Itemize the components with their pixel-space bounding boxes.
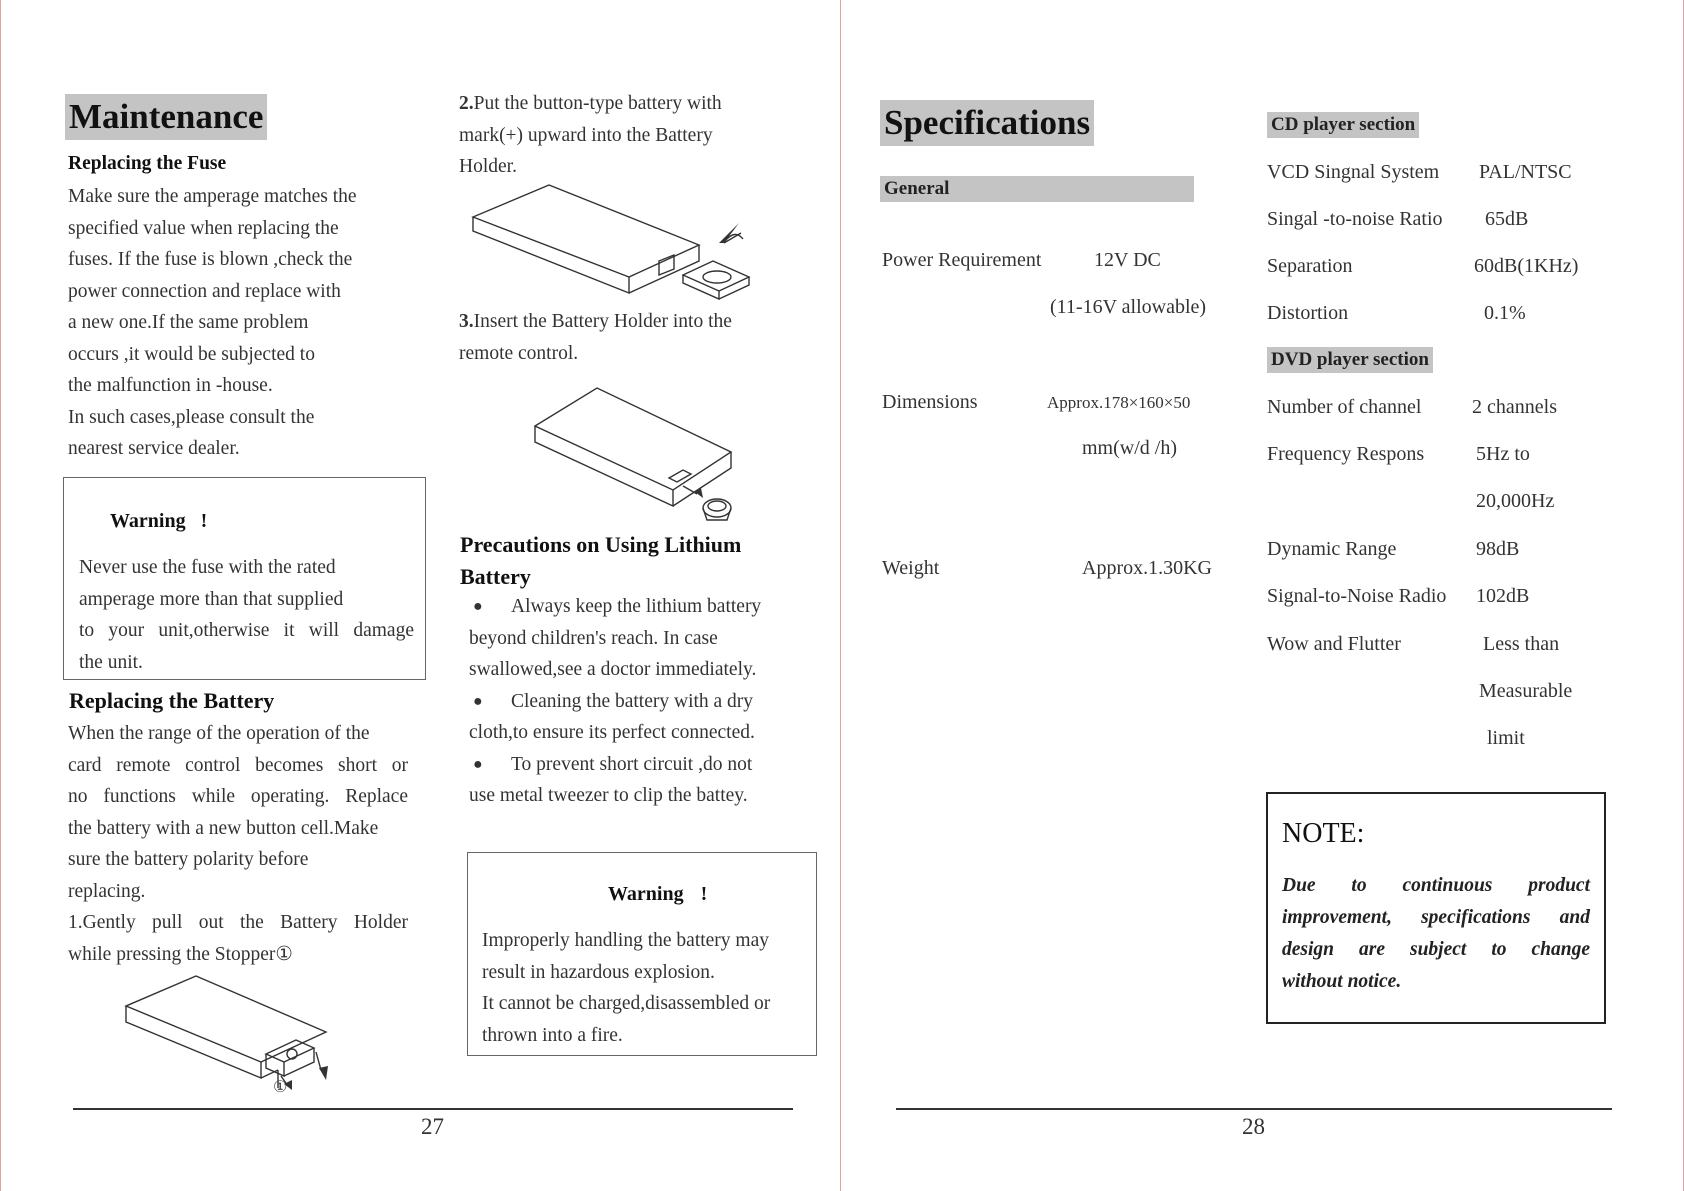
battery-warning-box <box>467 852 817 1056</box>
note-line: Due to continuous product <box>1282 875 1590 896</box>
step2-line: Holder. <box>459 156 517 177</box>
fuse-line: the malfunction in -house. <box>68 375 273 396</box>
weight-value: Approx.1.30KG <box>1082 557 1212 579</box>
left-page <box>0 0 841 1191</box>
battery-insert-figure <box>469 183 759 313</box>
note-title: NOTE: <box>1282 818 1365 849</box>
spec-value: 65dB <box>1485 208 1529 230</box>
spec-label: VCD Singnal System <box>1267 161 1440 183</box>
dimensions-unit: mm(w/d /h) <box>1082 437 1177 459</box>
note-box <box>1266 792 1606 1024</box>
battery-line: replacing. <box>68 880 146 902</box>
step3-line <box>459 306 799 338</box>
spec-label: Distortion <box>1267 302 1349 324</box>
bullet-icon: ● <box>473 598 483 615</box>
dynamic-range-value: 98dB <box>1476 538 1520 560</box>
wow-flutter-value: Less than <box>1483 633 1560 655</box>
fuse-line: In such cases,please consult the <box>68 406 315 428</box>
battery-line: sure the battery polarity before <box>68 849 309 870</box>
fuse-line: power connection and replace with <box>68 280 341 302</box>
precaution-item <box>469 591 799 623</box>
battery-line: When the range of the operation of the <box>68 723 370 744</box>
note-line: improvement, specifications and <box>1282 907 1590 928</box>
right-page <box>842 0 1684 1191</box>
footer-rule <box>896 1108 1612 1110</box>
note-line: without notice. <box>1282 971 1402 992</box>
precaution-line: beyond children's reach. In case <box>469 627 718 649</box>
power-requirement-note: (11-16V allowable) <box>1050 296 1207 318</box>
warning-line: thrown into a fire. <box>482 1024 623 1046</box>
step3-line-text: Insert the Battery Holder into the <box>473 311 732 332</box>
step2-line-text: Put the button-type battery with <box>473 93 722 114</box>
wow-flutter-label: Wow and Flutter <box>1267 633 1401 655</box>
step3-number: 3. <box>459 311 474 332</box>
warning-line: result in hazardous explosion. <box>482 961 715 983</box>
specifications-title: Specifications <box>880 100 1094 146</box>
precaution-line: use metal tweezer to clip the battey. <box>469 785 748 806</box>
warning-line: amperage more than that supplied <box>79 588 344 610</box>
step2-line: mark(+) upward into the Battery <box>459 124 713 146</box>
page-number: 27 <box>421 1114 444 1139</box>
precaution-item <box>469 749 799 781</box>
spec-value: 0.1% <box>1484 302 1526 324</box>
fuse-heading: Replacing the Fuse <box>68 153 227 174</box>
fuse-line: a new one.If the same problem <box>68 312 309 333</box>
note-line: design are subject to change <box>1282 939 1590 960</box>
footer-rule <box>73 1108 793 1110</box>
battery-warning-text <box>482 925 807 1051</box>
wow-flutter-value-2: Measurable <box>1479 680 1573 702</box>
note-text <box>1282 870 1590 998</box>
precautions-heading <box>460 529 741 593</box>
battery-text <box>68 718 408 970</box>
precautions-heading-line: Precautions on Using Lithium <box>460 532 742 557</box>
dynamic-range-label: Dynamic Range <box>1267 538 1397 560</box>
precaution-line: Always keep the lithium battery <box>511 596 762 617</box>
fuse-line: fuses. If the fuse is blown ,check the <box>68 249 353 270</box>
precaution-line: To prevent short circuit ,do not <box>511 753 753 775</box>
fuse-warning-text <box>79 552 414 678</box>
fuse-text <box>68 181 408 465</box>
bullet-icon: ● <box>473 692 483 710</box>
spec-value: PAL/NTSC <box>1479 161 1572 183</box>
frequency-label: Frequency Respons <box>1267 443 1425 465</box>
channels-value: 2 channels <box>1472 396 1557 418</box>
fuse-warning-title: Warning ! <box>110 510 208 532</box>
dvd-section-band: DVD player section <box>1267 347 1433 373</box>
battery-line: while pressing the Stopper① <box>68 943 293 965</box>
step3-text <box>459 306 799 369</box>
wow-flutter-value-3: limit <box>1487 727 1525 749</box>
fuse-line: specified value when replacing the <box>68 217 339 239</box>
battery-line: 1.Gently pull out the Battery Holder <box>68 912 408 933</box>
fuse-line: Make sure the amperage matches the <box>68 186 357 207</box>
warning-line: the unit. <box>79 651 143 673</box>
warning-line: to your unit,otherwise it will damage <box>79 620 414 641</box>
fuse-warning-box <box>63 477 426 680</box>
battery-line: the battery with a new button cell.Make <box>68 817 379 839</box>
precaution-line: cloth,to ensure its perfect connected. <box>469 722 755 743</box>
precaution-line: swallowed,see a doctor immediately. <box>469 659 757 680</box>
step3-line: remote control. <box>459 342 579 364</box>
battery-holder-pull-figure <box>116 970 356 1100</box>
precautions-list <box>469 591 799 812</box>
warning-line: It cannot be charged,disassembled or <box>482 993 771 1014</box>
battery-line: card remote control becomes short or <box>68 754 408 776</box>
page-number: 28 <box>1242 1114 1265 1139</box>
channels-label: Number of channel <box>1267 396 1422 418</box>
fuse-line: occurs ,it would be subjected to <box>68 343 315 365</box>
step2-line <box>459 88 799 120</box>
step2-text <box>459 88 799 183</box>
general-band: General <box>880 176 1194 202</box>
bullet-icon: ● <box>473 755 483 773</box>
fuse-line: nearest service dealer. <box>68 438 240 459</box>
precautions-heading-line: Battery <box>460 564 531 589</box>
battery-heading: Replacing the Battery <box>69 688 275 713</box>
figure1-label: ① <box>273 1079 288 1096</box>
weight-label: Weight <box>882 557 940 579</box>
spec-label: Singal -to-noise Ratio <box>1267 208 1443 230</box>
spec-label: Separation <box>1267 255 1353 277</box>
cd-section-band: CD player section <box>1267 112 1419 138</box>
precaution-item <box>469 686 799 718</box>
battery-holder-insert-figure <box>531 382 751 527</box>
spec-value: 60dB(1KHz) <box>1474 255 1579 277</box>
step2-number: 2. <box>459 93 474 114</box>
snr-value: 102dB <box>1476 585 1530 607</box>
power-requirement-label: Power Requirement <box>882 249 1042 271</box>
dimensions-value: Approx.178×160×50 <box>1047 393 1191 412</box>
battery-warning-title: Warning ! <box>608 883 708 905</box>
warning-line: Never use the fuse with the rated <box>79 557 336 578</box>
maintenance-title: Maintenance <box>65 94 267 140</box>
battery-line: no functions while operating. Replace <box>68 786 408 807</box>
dimensions-label: Dimensions <box>882 391 978 413</box>
precaution-line: Cleaning the battery with a dry <box>511 690 754 712</box>
warning-line: Improperly handling the battery may <box>482 930 769 951</box>
power-requirement-value: 12V DC <box>1094 249 1161 271</box>
frequency-value-2: 20,000Hz <box>1476 490 1555 512</box>
snr-label: Signal-to-Noise Radio <box>1267 585 1447 607</box>
frequency-value: 5Hz to <box>1476 443 1530 465</box>
